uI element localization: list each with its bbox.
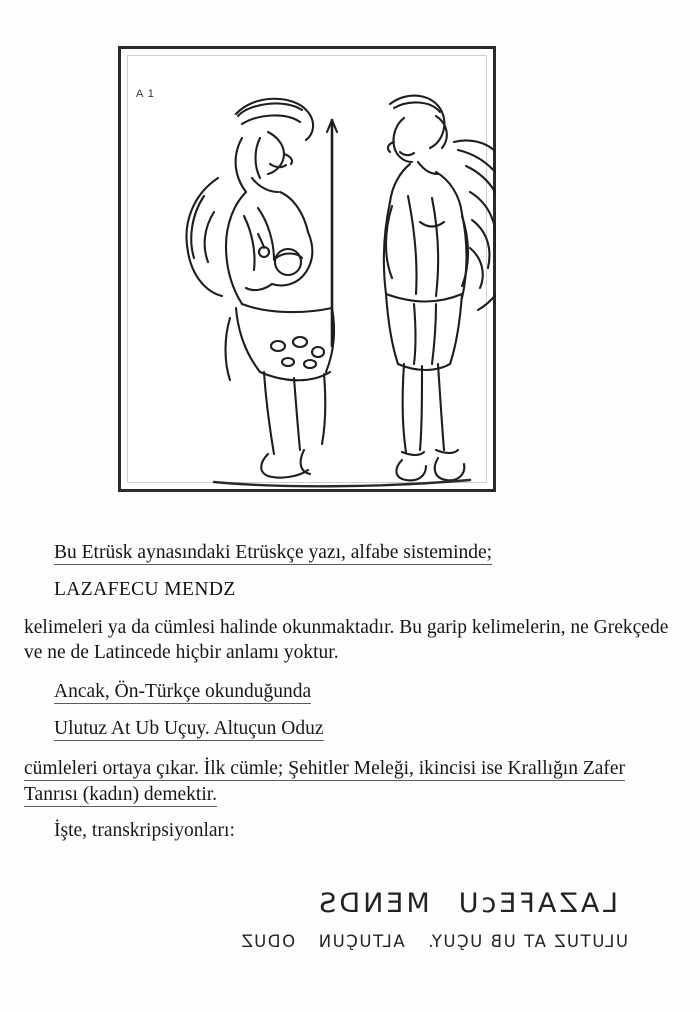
script-line-1-token-1: LAZAFEcU: [455, 888, 618, 919]
transliteration-heading: [24, 579, 676, 601]
turkic-reading-line: [24, 718, 676, 740]
script-transcription-block: [40, 888, 660, 984]
figure-label: A 1: [136, 88, 155, 100]
paragraph-intro-text: Bu Etrüsk aynasındaki Etrüskçe yazı, alfabe sisteminde;: [54, 542, 493, 563]
paragraph-explanation-1-text: kelimeleri ya da cümlesi halinde okunmaktadır. Bu garip kelimelerin, ne Grekçede ve ne de Latincede hiçbir anlamı yoktur.: [24, 616, 669, 664]
article-body: [24, 540, 676, 842]
script-line-2-token-2: ALTUÇUN: [317, 932, 405, 951]
paragraph-closing: [24, 820, 676, 842]
script-line-1: [58, 888, 618, 919]
turkic-reading-text: Ulutuz At Ub Uçuy. Altuçun Oduz: [54, 717, 324, 739]
paragraph-explanation-2-text: cümleleri ortaya çıkar. İlk cümle; Şehitler Meleği, ikincisi ise Krallığın Zafer Tanrısı (kadın) demektir.: [24, 757, 626, 805]
script-line-2-token-3: ODUZ: [239, 932, 296, 951]
paragraph-explanation-2: [24, 756, 676, 807]
paragraph-explanation-1: [24, 615, 676, 666]
paragraph-intro: [24, 540, 676, 566]
paragraph-however: [24, 679, 676, 705]
script-line-1-token-2: MENDS: [316, 888, 430, 919]
figure-container: [118, 46, 496, 492]
paragraph-closing-text: İşte, transkripsiyonları:: [54, 820, 235, 842]
transliteration-heading-text: LAZAFECU MENDZ: [54, 578, 236, 600]
paragraph-however-text: Ancak, Ön-Türkçe okunduğunda: [54, 681, 312, 703]
script-line-2-token-1: ULUTUZ AT UB UÇUY.: [426, 932, 628, 951]
etruscan-mirror-engraving-icon: [118, 46, 496, 492]
script-line-2: [68, 932, 628, 951]
